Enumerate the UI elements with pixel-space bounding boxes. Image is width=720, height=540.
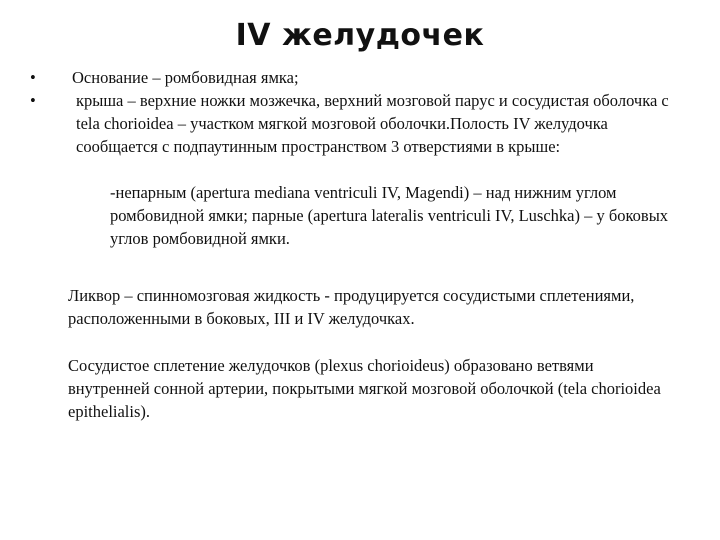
bullet-marker: • xyxy=(30,68,36,87)
plexus-paragraph xyxy=(56,354,676,423)
bullet-text-roof: крыша – верхние ножки мозжечка, верхний мозговой парус и сосудистая оболочка с tela chorioidea – участком мягкой мозговой оболочки.Полость IV желудочка сообщается с подпаутинным пространством 3 отверстиями в крыше: xyxy=(76,91,669,156)
bullet-marker: • xyxy=(30,91,36,110)
openings-text: -непарным (apertura mediana ventriculi IV, Magendi) – над нижним углом ромбовидной ямки; парные (apertura lateralis ventriculi IV, Luschka) – у боковых углов ромбовидной ямки. xyxy=(110,183,669,248)
bullet-list xyxy=(30,66,690,158)
plexus-text: Сосудистое сплетение желудочков (plexus chorioideus) образовано ветвями внутренней сонной артерии, покрытыми мягкой мозговой оболочкой (tela chorioidea epithelialis). xyxy=(68,356,661,421)
openings-paragraph xyxy=(64,181,694,250)
bullet-text-base: Основание – ромбовидная ямка; xyxy=(72,68,299,87)
bullet-item-base xyxy=(30,66,690,89)
liquor-text: Ликвор – спинномозговая жидкость - продуцируется сосудистыми сплетениями, расположенными в боковых, III и IV желудочках. xyxy=(68,286,635,328)
bullet-item-roof xyxy=(30,89,690,158)
liquor-paragraph xyxy=(56,284,676,330)
slide-title: IV желудочек xyxy=(235,18,485,53)
